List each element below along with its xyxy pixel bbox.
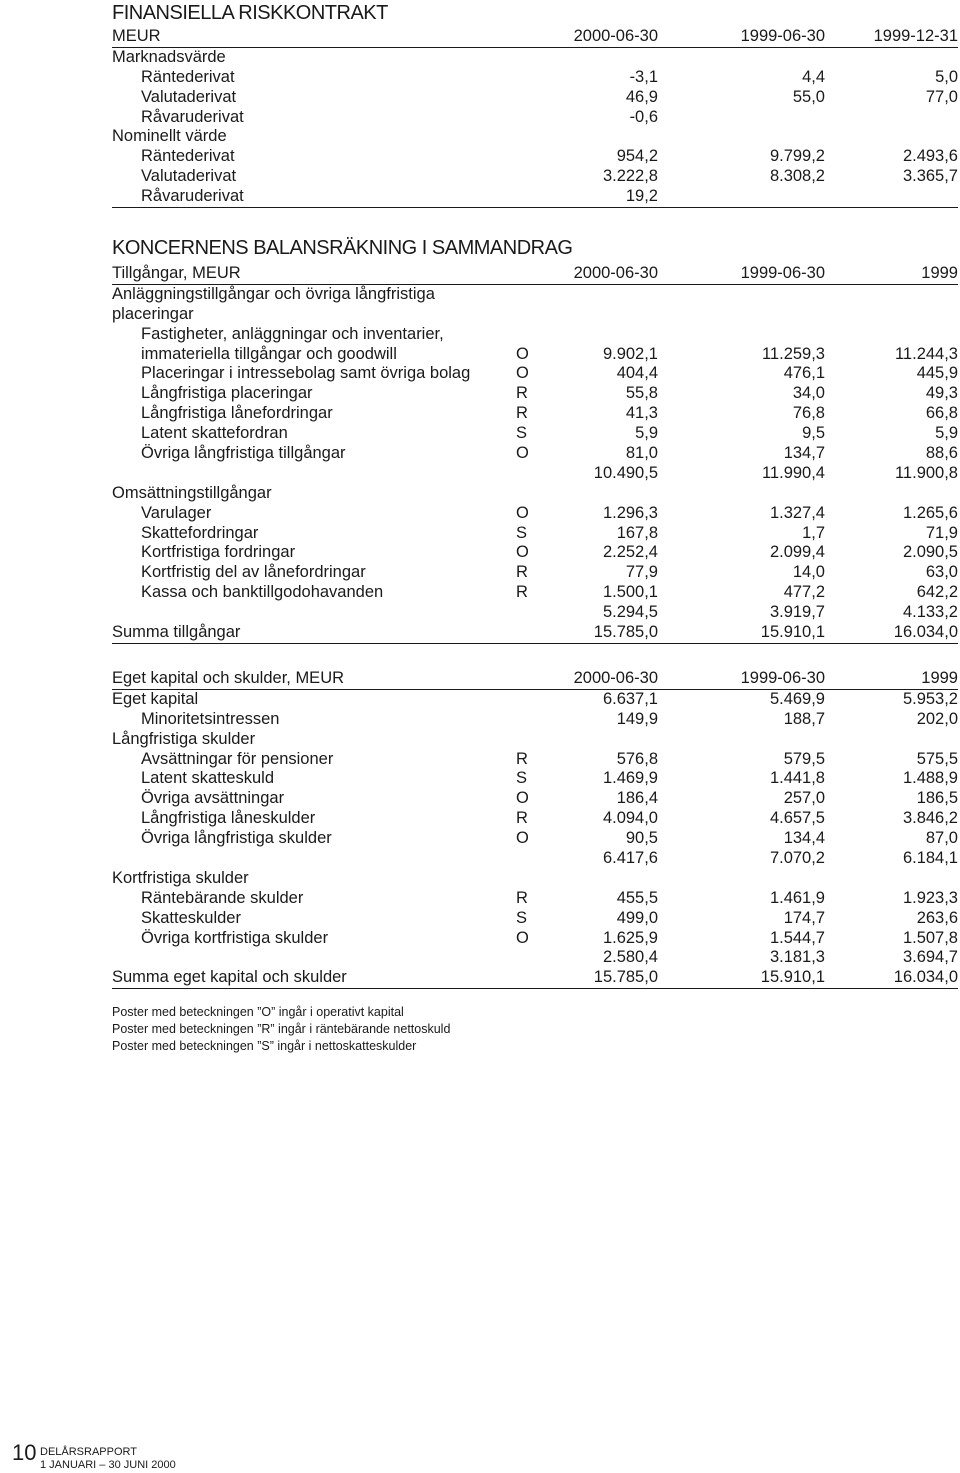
row-value-2: 11.990,4 xyxy=(761,463,825,482)
row-value-2: 3.181,3 xyxy=(769,948,825,967)
row-label: Avsättningar för pensioner xyxy=(141,749,334,768)
row-value-1: 6.637,1 xyxy=(602,689,658,708)
row-value-3: 49,3 xyxy=(925,384,958,403)
table-row xyxy=(112,68,958,88)
row-code: S xyxy=(516,769,528,788)
row-value-3: 5,9 xyxy=(935,424,958,443)
table-row xyxy=(112,789,958,809)
table-row xyxy=(112,583,958,603)
row-label: immateriella tillgångar och goodwill xyxy=(141,344,397,363)
row-label: Långfristiga låneskulder xyxy=(141,809,316,828)
row-value-3: 87,0 xyxy=(925,829,958,848)
table-row xyxy=(112,285,958,305)
table-row xyxy=(112,48,958,68)
row-value-1: 5,9 xyxy=(635,424,658,443)
row-code: O xyxy=(516,364,529,383)
row-value-2: 1.544,7 xyxy=(769,928,825,947)
table-row xyxy=(112,325,958,345)
row-label: Kassa och banktillgodohavanden xyxy=(141,583,384,602)
row-value-1: 19,2 xyxy=(625,187,658,206)
table-row xyxy=(112,968,958,989)
row-value-2: 4.657,5 xyxy=(769,809,825,828)
row-value-1: 499,0 xyxy=(616,908,658,927)
footnotes xyxy=(112,1004,450,1055)
table-row xyxy=(112,623,958,644)
row-code: O xyxy=(516,543,529,562)
row-value-2: 9.799,2 xyxy=(769,147,825,166)
table-row xyxy=(112,603,958,623)
row-label: Råvaruderivat xyxy=(141,187,244,206)
header-col-1: 2000-06-30 xyxy=(573,264,658,282)
row-value-3: 66,8 xyxy=(925,404,958,423)
row-label: placeringar xyxy=(112,304,194,323)
row-value-1: 15.785,0 xyxy=(593,623,658,642)
row-value-3: 1.488,9 xyxy=(902,769,958,788)
table-row xyxy=(112,504,958,524)
row-value-2: 9,5 xyxy=(802,424,825,443)
table-row xyxy=(112,484,958,504)
table-row xyxy=(112,88,958,108)
row-value-1: 404,4 xyxy=(616,364,658,383)
row-value-1: 2.252,4 xyxy=(602,543,658,562)
table-row xyxy=(112,524,958,544)
footer-period: 1 JANUARI – 30 JUNI 2000 xyxy=(40,1459,176,1471)
table-row xyxy=(112,730,958,750)
row-value-2: 7.070,2 xyxy=(769,849,825,868)
row-label: Långfristiga skulder xyxy=(112,729,256,748)
row-value-1: 55,8 xyxy=(625,384,658,403)
row-value-1: 167,8 xyxy=(616,523,658,542)
row-code: S xyxy=(516,523,528,542)
footer-text xyxy=(40,1446,176,1472)
row-value-2: 34,0 xyxy=(792,384,825,403)
table-row xyxy=(112,849,958,869)
table-row xyxy=(112,404,958,424)
row-value-2: 55,0 xyxy=(792,87,825,106)
table-row xyxy=(112,809,958,829)
table-row xyxy=(112,909,958,929)
table-row xyxy=(112,563,958,583)
row-label: Räntederivat xyxy=(141,147,235,166)
row-value-2: 14,0 xyxy=(792,563,825,582)
header-label: Eget kapital och skulder, MEUR xyxy=(112,669,345,687)
row-label: Nominellt värde xyxy=(112,127,227,146)
row-value-2: 11.259,3 xyxy=(761,344,825,363)
row-value-3: 1.265,6 xyxy=(902,503,958,522)
row-value-1: 6.417,6 xyxy=(602,849,658,868)
row-value-2: 579,5 xyxy=(783,749,825,768)
row-value-3: 71,9 xyxy=(925,523,958,542)
row-label: Övriga kortfristiga skulder xyxy=(141,928,329,947)
row-value-1: 46,9 xyxy=(625,87,658,106)
table-row xyxy=(112,543,958,563)
row-code: R xyxy=(516,384,528,403)
row-value-3: 11.244,3 xyxy=(894,344,958,363)
section-title-balance-sheet: KONCERNENS BALANSRÄKNING I SAMMANDRAG xyxy=(112,237,573,259)
row-value-1: 1.469,9 xyxy=(602,769,658,788)
row-code: O xyxy=(516,789,529,808)
table-row xyxy=(112,108,958,128)
row-code: O xyxy=(516,503,529,522)
row-code: O xyxy=(516,928,529,947)
row-value-1: 576,8 xyxy=(616,749,658,768)
row-value-1: 5.294,5 xyxy=(602,603,658,622)
row-code: S xyxy=(516,424,528,443)
row-value-1: 81,0 xyxy=(625,444,658,463)
row-label: Kortfristig del av lånefordringar xyxy=(141,563,366,582)
header-col-3: 1999 xyxy=(921,669,958,687)
footer-report-title: DELÅRSRAPPORT xyxy=(40,1446,137,1458)
row-value-3: 6.184,1 xyxy=(902,849,958,868)
row-code: S xyxy=(516,908,528,927)
table-row xyxy=(112,889,958,909)
row-value-1: 455,5 xyxy=(616,888,658,907)
header-col-3: 1999 xyxy=(921,264,958,282)
row-label: Latent skattefordran xyxy=(141,424,288,443)
row-value-1: 10.490,5 xyxy=(593,463,658,482)
row-value-2: 5.469,9 xyxy=(769,689,825,708)
section-title-risk-contracts: FINANSIELLA RISKKONTRAKT xyxy=(112,2,388,24)
row-value-1: 4.094,0 xyxy=(602,809,658,828)
header-label: MEUR xyxy=(112,27,161,45)
row-value-2: 76,8 xyxy=(792,404,825,423)
header-col-1: 2000-06-30 xyxy=(573,669,658,687)
row-value-3: 263,6 xyxy=(916,908,958,927)
row-value-3: 3.846,2 xyxy=(902,809,958,828)
row-code: R xyxy=(516,583,528,602)
header-col-2: 1999-06-30 xyxy=(740,264,825,282)
row-code: R xyxy=(516,563,528,582)
row-label: Varulager xyxy=(141,503,212,522)
row-label: Övriga långfristiga skulder xyxy=(141,829,332,848)
table-row xyxy=(112,305,958,325)
table-row xyxy=(112,829,958,849)
page-number: 10 xyxy=(12,1440,37,1465)
header-col-2: 1999-06-30 xyxy=(740,669,825,687)
row-value-3: 11.900,8 xyxy=(894,463,958,482)
row-label: Räntebärande skulder xyxy=(141,888,304,907)
row-label: Valutaderivat xyxy=(141,87,237,106)
table-row xyxy=(112,769,958,789)
row-value-3: 3.365,7 xyxy=(902,167,958,186)
row-label: Övriga avsättningar xyxy=(141,789,285,808)
footnote-line: Poster med beteckningen ”S” ingår i nettoskatteskulder xyxy=(112,1039,417,1053)
row-label: Anläggningstillgångar och övriga långfristiga xyxy=(112,284,435,303)
row-value-1: 186,4 xyxy=(616,789,658,808)
row-value-1: 2.580,4 xyxy=(602,948,658,967)
row-code: O xyxy=(516,444,529,463)
table-row xyxy=(112,345,958,365)
row-value-1: 9.902,1 xyxy=(602,344,658,363)
table-row xyxy=(112,147,958,167)
row-label: Kortfristiga fordringar xyxy=(141,543,296,562)
row-value-1: 90,5 xyxy=(625,829,658,848)
table-row xyxy=(112,948,958,968)
table-row xyxy=(112,750,958,770)
row-value-2: 477,2 xyxy=(783,583,825,602)
row-value-3: 575,5 xyxy=(916,749,958,768)
row-value-3: 16.034,0 xyxy=(893,623,958,642)
row-value-1: 1.296,3 xyxy=(602,503,658,522)
table-row xyxy=(112,424,958,444)
row-label: Skatteskulder xyxy=(141,908,241,927)
row-label: Minoritetsintressen xyxy=(141,709,280,728)
row-value-2: 1.327,4 xyxy=(769,503,825,522)
row-value-3: 77,0 xyxy=(925,87,958,106)
row-value-3: 3.694,7 xyxy=(902,948,958,967)
row-label: Råvaruderivat xyxy=(141,107,244,126)
footnote-line: Poster med beteckningen ”R” ingår i räntebärande nettoskuld xyxy=(112,1022,451,1036)
table-header-row xyxy=(112,27,958,48)
table-row xyxy=(112,444,958,464)
row-code: O xyxy=(516,344,529,363)
row-code: R xyxy=(516,749,528,768)
row-value-3: 88,6 xyxy=(925,444,958,463)
row-label: Skattefordringar xyxy=(141,523,259,542)
row-label: Placeringar i intressebolag samt övriga bolag xyxy=(141,364,471,383)
row-value-3: 16.034,0 xyxy=(893,968,958,987)
table-row xyxy=(112,690,958,710)
row-value-2: 1.461,9 xyxy=(769,888,825,907)
row-value-1: -3,1 xyxy=(629,67,658,86)
row-code: R xyxy=(516,888,528,907)
row-value-3: 63,0 xyxy=(925,563,958,582)
row-value-3: 1.923,3 xyxy=(902,888,958,907)
row-value-3: 1.507,8 xyxy=(902,928,958,947)
row-value-2: 8.308,2 xyxy=(769,167,825,186)
row-value-3: 186,5 xyxy=(916,789,958,808)
row-label: Fastigheter, anläggningar och inventarier, xyxy=(141,324,444,343)
row-label: Eget kapital xyxy=(112,689,199,708)
row-label: Latent skatteskuld xyxy=(141,769,274,788)
table-risk-contracts xyxy=(112,27,958,208)
row-label: Summa eget kapital och skulder xyxy=(112,968,347,987)
row-value-2: 134,4 xyxy=(783,829,825,848)
table-row xyxy=(112,710,958,730)
row-value-3: 2.090,5 xyxy=(902,543,958,562)
row-value-3: 5.953,2 xyxy=(902,689,958,708)
table-row xyxy=(112,167,958,187)
header-col-2: 1999-06-30 xyxy=(740,27,825,45)
row-value-1: 149,9 xyxy=(616,709,658,728)
table-row xyxy=(112,464,958,484)
table-header-row xyxy=(112,264,958,285)
row-label: Övriga långfristiga tillgångar xyxy=(141,444,346,463)
row-value-1: 1.500,1 xyxy=(602,583,658,602)
row-code: O xyxy=(516,829,529,848)
row-code: R xyxy=(516,809,528,828)
row-value-2: 257,0 xyxy=(783,789,825,808)
row-label: Kortfristiga skulder xyxy=(112,868,249,887)
row-value-1: 954,2 xyxy=(616,147,658,166)
row-value-1: -0,6 xyxy=(629,107,658,126)
row-value-2: 4,4 xyxy=(802,67,825,86)
row-label: Räntederivat xyxy=(141,67,235,86)
table-equity-liabilities xyxy=(112,669,958,989)
header-col-1: 2000-06-30 xyxy=(573,27,658,45)
table-assets xyxy=(112,264,958,644)
row-value-1: 41,3 xyxy=(625,404,658,423)
table-row xyxy=(112,187,958,208)
row-value-2: 15.910,1 xyxy=(760,623,825,642)
row-value-2: 2.099,4 xyxy=(769,543,825,562)
row-value-2: 1,7 xyxy=(802,523,825,542)
row-value-1: 1.625,9 xyxy=(602,928,658,947)
header-label: Tillgångar, MEUR xyxy=(112,264,241,282)
table-row xyxy=(112,127,958,147)
row-value-2: 1.441,8 xyxy=(769,769,825,788)
row-value-2: 3.919,7 xyxy=(769,603,825,622)
row-value-2: 15.910,1 xyxy=(760,968,825,987)
row-value-3: 642,2 xyxy=(916,583,958,602)
row-label: Valutaderivat xyxy=(141,167,237,186)
row-label: Omsättningstillgångar xyxy=(112,483,272,502)
row-value-2: 188,7 xyxy=(783,709,825,728)
table-row xyxy=(112,384,958,404)
row-value-3: 2.493,6 xyxy=(902,147,958,166)
header-col-3: 1999-12-31 xyxy=(873,27,958,45)
row-value-1: 3.222,8 xyxy=(602,167,658,186)
footnote-line: Poster med beteckningen ”O” ingår i operativt kapital xyxy=(112,1005,404,1019)
row-value-3: 202,0 xyxy=(916,709,958,728)
row-value-3: 5,0 xyxy=(935,67,958,86)
row-label: Långfristiga lånefordringar xyxy=(141,404,333,423)
table-row xyxy=(112,929,958,949)
row-value-1: 77,9 xyxy=(625,563,658,582)
table-row xyxy=(112,869,958,889)
row-value-3: 4.133,2 xyxy=(902,603,958,622)
row-label: Summa tillgångar xyxy=(112,623,241,642)
row-label: Marknadsvärde xyxy=(112,47,226,66)
row-code: R xyxy=(516,404,528,423)
table-row xyxy=(112,364,958,384)
row-value-2: 134,7 xyxy=(783,444,825,463)
table-header-row xyxy=(112,669,958,690)
row-value-2: 174,7 xyxy=(783,908,825,927)
row-value-3: 445,9 xyxy=(916,364,958,383)
row-label: Långfristiga placeringar xyxy=(141,384,313,403)
row-value-1: 15.785,0 xyxy=(593,968,658,987)
row-value-2: 476,1 xyxy=(783,364,825,383)
